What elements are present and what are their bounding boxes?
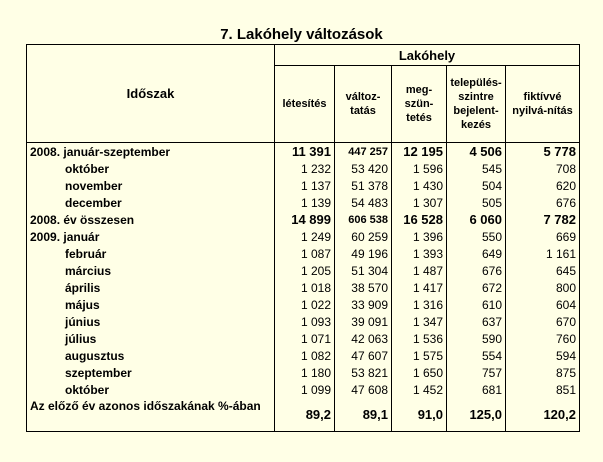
cell-megszuntetes: 1 393 bbox=[392, 245, 447, 262]
cell-megszuntetes: 1 575 bbox=[392, 347, 447, 364]
cell-valtoztatas: 39 091 bbox=[335, 313, 392, 330]
statistics-table bbox=[26, 44, 580, 432]
header-group-lakohely: Lakóhely bbox=[275, 45, 580, 66]
table-row bbox=[27, 262, 580, 279]
cell-telepulesszintre: 637 bbox=[447, 313, 506, 330]
row-label: december bbox=[27, 194, 275, 211]
table-row bbox=[27, 194, 580, 211]
cell-fiktivve: 760 bbox=[506, 330, 580, 347]
cell-megszuntetes: 1 347 bbox=[392, 313, 447, 330]
table-row bbox=[27, 211, 580, 228]
cell-megszuntetes: 1 452 bbox=[392, 381, 447, 398]
cell-telepulesszintre: 550 bbox=[447, 228, 506, 245]
header-col-valtoztatas: változ-tatás bbox=[335, 66, 392, 143]
cell-fiktivve: 708 bbox=[506, 160, 580, 177]
cell-megszuntetes: 1 650 bbox=[392, 364, 447, 381]
row-label: augusztus bbox=[27, 347, 275, 364]
table-row bbox=[27, 330, 580, 347]
cell-megszuntetes: 1 316 bbox=[392, 296, 447, 313]
cell-megszuntetes: 1 536 bbox=[392, 330, 447, 347]
table-title: 7. Lakóhely változások bbox=[220, 26, 383, 43]
cell-valtoztatas: 38 570 bbox=[335, 279, 392, 296]
cell-valtoztatas: 60 259 bbox=[335, 228, 392, 245]
cell-megszuntetes: 1 417 bbox=[392, 279, 447, 296]
cell-fiktivve: 875 bbox=[506, 364, 580, 381]
cell-telepulesszintre: 4 506 bbox=[447, 143, 506, 161]
row-label: október bbox=[27, 381, 275, 398]
cell-valtoztatas: 606 538 bbox=[335, 211, 392, 228]
cell-letesites: 1 232 bbox=[275, 160, 335, 177]
row-label: október bbox=[27, 160, 275, 177]
cell-valtoztatas: 51 378 bbox=[335, 177, 392, 194]
cell-valtoztatas: 42 063 bbox=[335, 330, 392, 347]
cell-telepulesszintre: 610 bbox=[447, 296, 506, 313]
cell-fiktivve: 669 bbox=[506, 228, 580, 245]
summary-telepulesszintre: 125,0 bbox=[447, 398, 506, 432]
cell-megszuntetes: 16 528 bbox=[392, 211, 447, 228]
cell-telepulesszintre: 554 bbox=[447, 347, 506, 364]
cell-letesites: 1 018 bbox=[275, 279, 335, 296]
cell-fiktivve: 800 bbox=[506, 279, 580, 296]
cell-valtoztatas: 49 196 bbox=[335, 245, 392, 262]
row-label: 2008. év összesen bbox=[27, 211, 275, 228]
summary-letesites: 89,2 bbox=[275, 398, 335, 432]
table-row bbox=[27, 228, 580, 245]
cell-letesites: 1 139 bbox=[275, 194, 335, 211]
cell-letesites: 1 082 bbox=[275, 347, 335, 364]
cell-fiktivve: 594 bbox=[506, 347, 580, 364]
cell-telepulesszintre: 681 bbox=[447, 381, 506, 398]
cell-letesites: 11 391 bbox=[275, 143, 335, 161]
header-col-letesites: létesítés bbox=[275, 66, 335, 143]
table-row bbox=[27, 347, 580, 364]
cell-megszuntetes: 1 487 bbox=[392, 262, 447, 279]
row-label: július bbox=[27, 330, 275, 347]
row-label: szeptember bbox=[27, 364, 275, 381]
cell-letesites: 1 099 bbox=[275, 381, 335, 398]
table-row bbox=[27, 381, 580, 398]
cell-megszuntetes: 1 430 bbox=[392, 177, 447, 194]
cell-letesites: 1 022 bbox=[275, 296, 335, 313]
cell-valtoztatas: 47 607 bbox=[335, 347, 392, 364]
cell-telepulesszintre: 590 bbox=[447, 330, 506, 347]
cell-fiktivve: 604 bbox=[506, 296, 580, 313]
row-label: november bbox=[27, 177, 275, 194]
cell-telepulesszintre: 757 bbox=[447, 364, 506, 381]
cell-letesites: 14 899 bbox=[275, 211, 335, 228]
row-label: február bbox=[27, 245, 275, 262]
cell-megszuntetes: 1 307 bbox=[392, 194, 447, 211]
cell-telepulesszintre: 6 060 bbox=[447, 211, 506, 228]
row-label: 2009. január bbox=[27, 228, 275, 245]
summary-megszuntetes: 91,0 bbox=[392, 398, 447, 432]
cell-megszuntetes: 12 195 bbox=[392, 143, 447, 161]
cell-fiktivve: 676 bbox=[506, 194, 580, 211]
cell-valtoztatas: 53 420 bbox=[335, 160, 392, 177]
cell-letesites: 1 071 bbox=[275, 330, 335, 347]
cell-letesites: 1 180 bbox=[275, 364, 335, 381]
cell-fiktivve: 1 161 bbox=[506, 245, 580, 262]
table-row bbox=[27, 364, 580, 381]
cell-fiktivve: 5 778 bbox=[506, 143, 580, 161]
header-col-fiktivve: fiktívvé nyilvá-nítás bbox=[506, 66, 580, 143]
cell-telepulesszintre: 649 bbox=[447, 245, 506, 262]
cell-fiktivve: 670 bbox=[506, 313, 580, 330]
table-row bbox=[27, 313, 580, 330]
summary-label: Az előző év azonos időszakának %-ában bbox=[27, 398, 275, 432]
cell-telepulesszintre: 504 bbox=[447, 177, 506, 194]
summary-fiktivve: 120,2 bbox=[506, 398, 580, 432]
header-col-megszuntetes: meg-szün-tetés bbox=[392, 66, 447, 143]
row-label: 2008. január-szeptember bbox=[27, 143, 275, 161]
cell-telepulesszintre: 545 bbox=[447, 160, 506, 177]
cell-letesites: 1 087 bbox=[275, 245, 335, 262]
table-row bbox=[27, 279, 580, 296]
cell-valtoztatas: 33 909 bbox=[335, 296, 392, 313]
row-label: május bbox=[27, 296, 275, 313]
table-row bbox=[27, 296, 580, 313]
cell-valtoztatas: 53 821 bbox=[335, 364, 392, 381]
row-label: április bbox=[27, 279, 275, 296]
cell-letesites: 1 205 bbox=[275, 262, 335, 279]
row-label: június bbox=[27, 313, 275, 330]
summary-valtoztatas: 89,1 bbox=[335, 398, 392, 432]
cell-letesites: 1 249 bbox=[275, 228, 335, 245]
cell-valtoztatas: 47 608 bbox=[335, 381, 392, 398]
cell-megszuntetes: 1 396 bbox=[392, 228, 447, 245]
cell-letesites: 1 137 bbox=[275, 177, 335, 194]
cell-fiktivve: 851 bbox=[506, 381, 580, 398]
table-row bbox=[27, 160, 580, 177]
summary-row bbox=[27, 398, 580, 432]
cell-telepulesszintre: 505 bbox=[447, 194, 506, 211]
cell-telepulesszintre: 676 bbox=[447, 262, 506, 279]
cell-letesites: 1 093 bbox=[275, 313, 335, 330]
cell-valtoztatas: 51 304 bbox=[335, 262, 392, 279]
row-label: március bbox=[27, 262, 275, 279]
cell-telepulesszintre: 672 bbox=[447, 279, 506, 296]
cell-megszuntetes: 1 596 bbox=[392, 160, 447, 177]
header-period: Időszak bbox=[27, 45, 275, 143]
cell-valtoztatas: 447 257 bbox=[335, 143, 392, 161]
table-row bbox=[27, 177, 580, 194]
table-row bbox=[27, 245, 580, 262]
cell-fiktivve: 645 bbox=[506, 262, 580, 279]
cell-fiktivve: 620 bbox=[506, 177, 580, 194]
header-col-telepulesszintre: település-szintre bejelent-kezés bbox=[447, 66, 506, 143]
table-row bbox=[27, 143, 580, 161]
cell-fiktivve: 7 782 bbox=[506, 211, 580, 228]
cell-valtoztatas: 54 483 bbox=[335, 194, 392, 211]
